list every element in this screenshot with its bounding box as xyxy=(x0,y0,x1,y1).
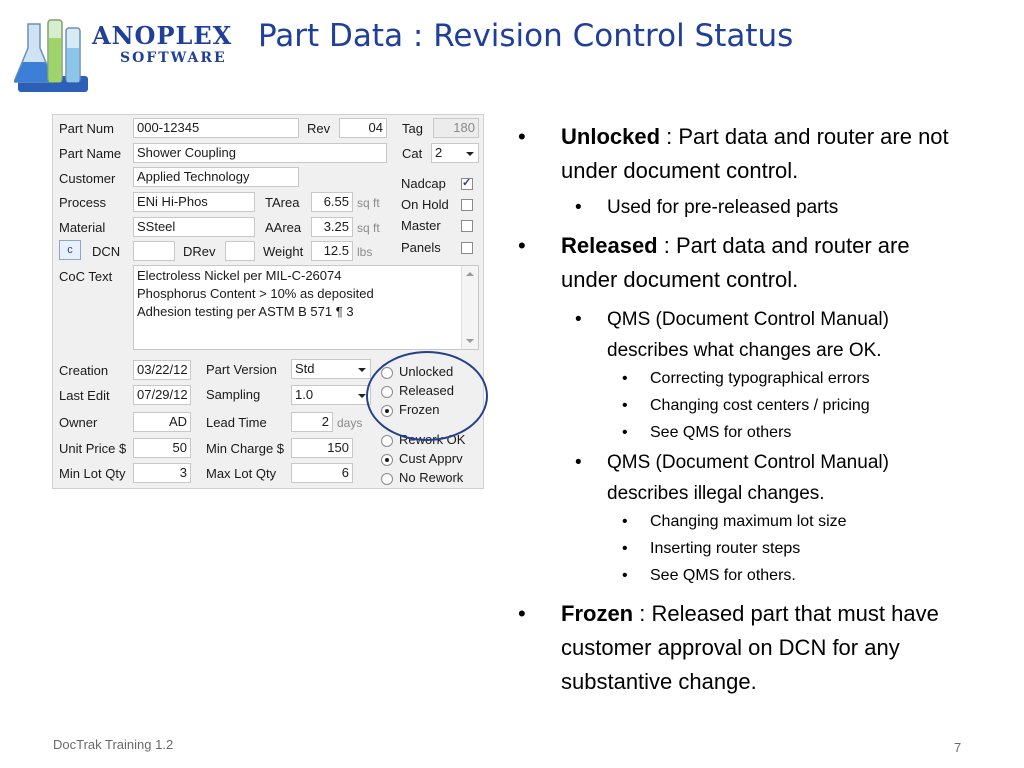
dcn-field[interactable] xyxy=(133,241,175,261)
master-checkbox[interactable] xyxy=(461,220,473,232)
bullet-text: : Part data and router are not under document control. xyxy=(561,124,949,183)
owner-label: Owner xyxy=(59,415,98,430)
released-radio-label: Released xyxy=(399,383,454,398)
chevron-down-icon xyxy=(466,152,474,156)
logo-text-software: SOFTWARE xyxy=(120,50,227,66)
term-released: Released xyxy=(561,233,658,258)
weight-unit: lbs xyxy=(357,245,373,259)
footer-label: DocTrak Training 1.2 xyxy=(53,737,174,752)
cust-apprv-radio-label: Cust Apprv xyxy=(399,451,463,466)
min-lot-qty-field[interactable]: 3 xyxy=(133,463,191,483)
dcn-icon-button[interactable]: c xyxy=(59,240,81,260)
last-edit-field[interactable]: 07/29/12 xyxy=(133,385,191,405)
tag-field[interactable]: 180 xyxy=(433,118,479,138)
cat-dropdown[interactable] xyxy=(431,143,479,163)
vertical-scrollbar[interactable] xyxy=(461,266,478,349)
lead-time-unit: days xyxy=(337,416,363,430)
part-name-field[interactable]: Shower Coupling xyxy=(133,143,387,163)
no-rework-radio-label: No Rework xyxy=(399,470,464,485)
bullet-text: QMS (Document Control Manual) describes what changes are OK. xyxy=(607,309,889,361)
creation-label: Creation xyxy=(59,363,109,378)
min-charge-label: Min Charge $ xyxy=(206,441,285,456)
material-label: Material xyxy=(59,220,106,235)
bullet-text: QMS (Document Control Manual) describes illegal changes. xyxy=(607,452,889,504)
coc-text-label: CoC Text xyxy=(59,269,113,284)
anoplex-logo xyxy=(14,18,238,96)
tarea-label: TArea xyxy=(265,195,300,210)
bullet-dot-icon: • xyxy=(518,601,526,626)
aarea-label: AArea xyxy=(265,220,302,235)
lead-time-label: Lead Time xyxy=(206,415,267,430)
bullet-dot-icon: • xyxy=(622,397,628,414)
coc-line: Phosphorus Content > 10% as deposited xyxy=(137,286,374,301)
material-field[interactable]: SSteel xyxy=(133,217,255,237)
process-label: Process xyxy=(59,195,106,210)
part-num-label: Part Num xyxy=(59,121,114,136)
on-hold-label: On Hold xyxy=(401,197,449,212)
min-lot-qty-label: Min Lot Qty xyxy=(59,466,126,481)
part-version-label: Part Version xyxy=(206,362,277,377)
part-version-value: Std xyxy=(295,361,315,376)
part-num-field[interactable]: 000-12345 xyxy=(133,118,299,138)
sampling-value: 1.0 xyxy=(295,387,314,402)
panels-checkbox[interactable] xyxy=(461,242,473,254)
customer-field[interactable]: Applied Technology xyxy=(133,167,299,187)
bullet-dot-icon: • xyxy=(622,513,628,530)
process-field[interactable]: ENi Hi-Phos xyxy=(133,192,255,212)
creation-field[interactable]: 03/22/12 xyxy=(133,360,191,380)
last-edit-label: Last Edit xyxy=(59,388,110,403)
unit-price-field[interactable]: 50 xyxy=(133,438,191,458)
term-frozen: Frozen xyxy=(561,601,634,626)
scroll-down-icon[interactable] xyxy=(466,339,474,343)
weight-field[interactable]: 12.5 xyxy=(311,241,353,261)
unit-price-label: Unit Price $ xyxy=(59,441,127,456)
on-hold-checkbox[interactable] xyxy=(461,199,473,211)
master-label: Master xyxy=(401,218,441,233)
panels-label: Panels xyxy=(401,240,441,255)
frozen-radio-label: Frozen xyxy=(399,402,440,417)
bullet-dot-icon: • xyxy=(575,452,582,473)
bullet-dot-icon: • xyxy=(575,197,582,218)
weight-label: Weight xyxy=(263,244,304,259)
bullet-dot-icon: • xyxy=(622,424,628,441)
max-lot-qty-field[interactable]: 6 xyxy=(291,463,353,483)
nadcap-label: Nadcap xyxy=(401,176,446,191)
lead-time-field[interactable]: 2 xyxy=(291,412,333,432)
coc-line: Electroless Nickel per MIL-C-26074 xyxy=(137,268,342,283)
bullet-text: : Released part that must have customer approval on DCN for any substantive change. xyxy=(561,601,939,694)
drev-label: DRev xyxy=(183,244,216,259)
flask-icon xyxy=(14,18,94,96)
part-version-dropdown[interactable] xyxy=(291,359,371,379)
no-rework-radio[interactable] xyxy=(381,473,393,485)
customer-label: Customer xyxy=(59,171,116,186)
bullet-dot-icon: • xyxy=(622,540,628,557)
bullet-dot-icon: • xyxy=(518,124,526,149)
tarea-field[interactable]: 6.55 xyxy=(311,192,353,212)
coc-text-area[interactable] xyxy=(133,265,479,350)
slide-title: Part Data : Revision Control Status xyxy=(258,18,794,54)
cust-apprv-radio[interactable] xyxy=(381,454,393,466)
rework-ok-radio[interactable] xyxy=(381,435,393,447)
owner-field[interactable]: AD xyxy=(133,412,191,432)
rev-field[interactable]: 04 xyxy=(339,118,387,138)
cat-label: Cat xyxy=(402,146,423,161)
bullet-dot-icon: • xyxy=(622,567,628,584)
part-name-label: Part Name xyxy=(59,146,122,161)
nadcap-checkbox[interactable] xyxy=(461,178,473,190)
aarea-unit: sq ft xyxy=(357,221,380,235)
unlocked-radio-label: Unlocked xyxy=(399,364,454,379)
bullet-text: Inserting router steps xyxy=(650,540,801,557)
chevron-down-icon xyxy=(358,368,366,372)
status-highlight-circle xyxy=(366,351,488,441)
page-number: 7 xyxy=(954,740,962,755)
bullet-dot-icon: • xyxy=(622,370,628,387)
rev-label: Rev xyxy=(307,121,331,136)
bullet-text: Used for pre-released parts xyxy=(607,197,839,218)
tag-label: Tag xyxy=(402,121,423,136)
dcn-label: DCN xyxy=(92,244,121,259)
drev-field[interactable] xyxy=(225,241,255,261)
tarea-unit: sq ft xyxy=(357,196,380,210)
bullet-dot-icon: • xyxy=(518,233,526,258)
bullet-text: Correcting typographical errors xyxy=(650,370,870,387)
cat-value: 2 xyxy=(435,145,443,160)
scroll-up-icon[interactable] xyxy=(466,272,474,276)
aarea-field[interactable]: 3.25 xyxy=(311,217,353,237)
term-unlocked: Unlocked xyxy=(561,124,661,149)
bullet-text: Changing cost centers / pricing xyxy=(650,397,870,414)
bullet-text: See QMS for others xyxy=(650,424,792,441)
max-lot-qty-label: Max Lot Qty xyxy=(206,466,277,481)
chevron-down-icon xyxy=(358,394,366,398)
bullet-text: See QMS for others. xyxy=(650,567,796,584)
bullet-text: Changing maximum lot size xyxy=(650,513,847,530)
bullet-text: : Part data and router are under document control. xyxy=(561,233,910,292)
rework-ok-radio-label: Rework OK xyxy=(399,432,466,447)
sampling-label: Sampling xyxy=(206,387,261,402)
sampling-dropdown[interactable] xyxy=(291,385,371,405)
min-charge-field[interactable]: 150 xyxy=(291,438,353,458)
bullet-dot-icon: • xyxy=(575,309,582,330)
logo-text-anoplex: ANOPLEX xyxy=(92,21,233,50)
coc-line: Adhesion testing per ASTM B 571 ¶ 3 xyxy=(137,304,354,319)
